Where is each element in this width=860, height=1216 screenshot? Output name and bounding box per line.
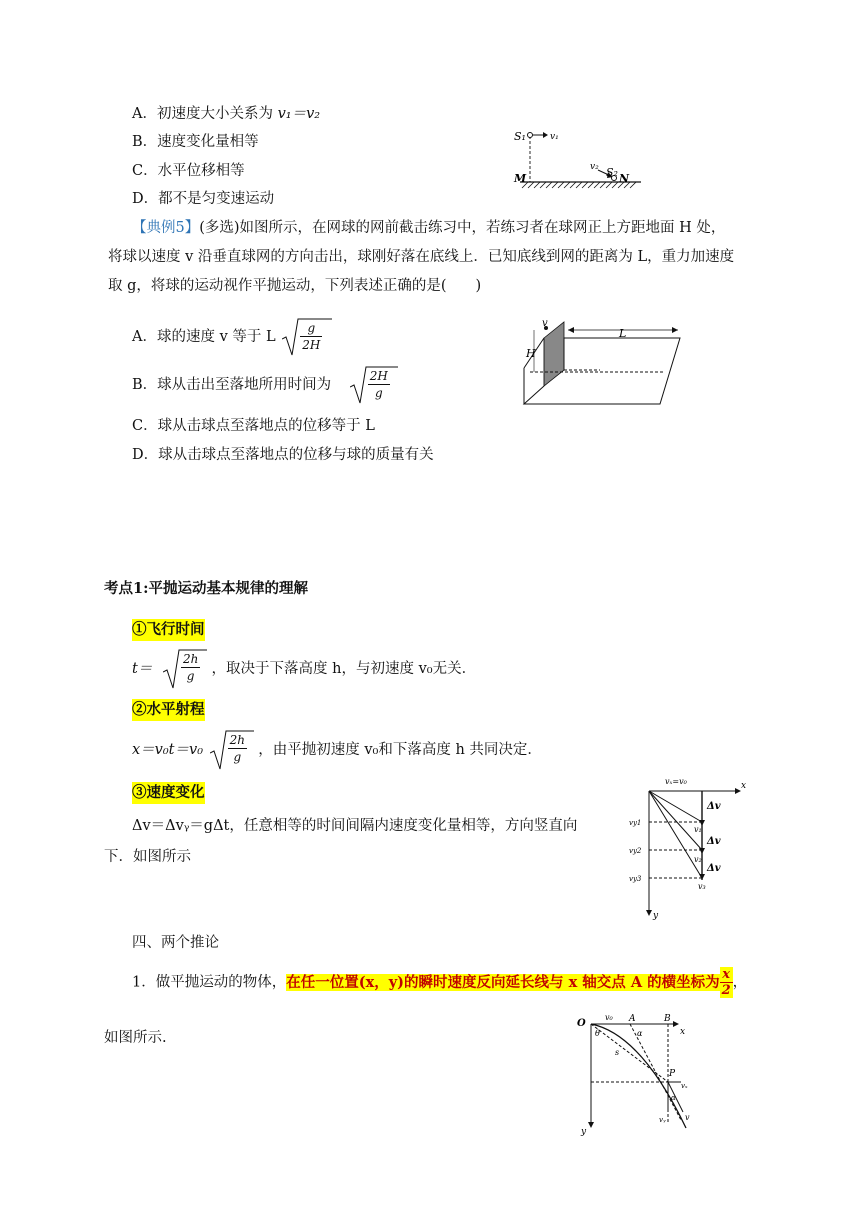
label-theta: θ (595, 1029, 600, 1038)
label-vy3: vy3 (629, 875, 642, 883)
label-n: N (619, 172, 630, 185)
figure-projectile-corollary (571, 1010, 711, 1136)
label-vy: vᵧ (659, 1116, 666, 1124)
example5-option-b: B．球从击出至落地所用时间为 $\frac{2H}{g}$ (132, 365, 398, 405)
corollary-1: 1．做平抛运动的物体，在任一位置(x，y)的瞬时速度反向延长线与 x 轴交点 A 的横坐标为 $\frac{x}{2}$ ， (132, 967, 748, 998)
example5-option-d: D．球从击球点至落地点的位移与球的质量有关 (132, 447, 434, 463)
heading-flight-time: ①飞行时间 (132, 619, 205, 641)
label-s: s (615, 1048, 620, 1057)
label-y: y (653, 911, 659, 920)
label-v: v (685, 1113, 690, 1122)
option-a-expr: v₁＝v₂ (277, 106, 321, 122)
label-vx: vₓ (681, 1082, 688, 1090)
label-vy2: vy2 (629, 847, 642, 855)
label-x: x (741, 781, 747, 791)
option-c: C．水平位移相等 (132, 163, 245, 179)
label-x: x (680, 1027, 686, 1037)
velocity-change-line1: Δv＝Δvᵧ＝gΔt，任意相等的时间间隔内速度变化量相等，方向竖直向 (132, 818, 578, 834)
label-l: L (619, 327, 627, 340)
option-b: B．速度变化量相等 (132, 134, 259, 150)
label-y: y (581, 1127, 587, 1136)
label-alpha-2: α (671, 1094, 676, 1102)
velocity-change-line2: 下．如图所示 (104, 849, 191, 865)
label-v2: v₂ (694, 855, 702, 864)
label-a: A (629, 1014, 636, 1024)
example5-line1: 【典例5】(多选)如图所示，在网球的网前截击练习中，若练习者在球网正上方距地面 H 处， (132, 220, 726, 236)
label-p: P (669, 1069, 676, 1079)
option-d: D．都不是匀变速运动 (132, 191, 275, 207)
formula-horizontal-range: x＝v₀t＝v₀ $\frac{2h}{g}$ ，由平抛初速度 v₀和下落高度 h 共同决定． (132, 729, 542, 771)
corollary-1-fraction: $\frac{x}{2}$ (721, 967, 731, 998)
section-title-two-corollaries: 四、两个推论 (132, 935, 219, 951)
formula-flight-time: t＝ $\frac{2h}{g}$ ，取决于下落高度 h，与初速度 v₀无关． (132, 648, 476, 690)
label-o: O (577, 1018, 586, 1029)
corollary-1-highlight: 在任一位置(x，y)的瞬时速度反向延长线与 x 轴交点 A 的横坐标为 (286, 973, 720, 991)
label-v: v (542, 318, 548, 329)
figure-two-balls (508, 122, 653, 192)
label-s2: S₂ (606, 166, 618, 179)
figure-velocity-change (625, 772, 750, 920)
label-v2: v₂ (590, 162, 599, 172)
label-v3: v₃ (698, 882, 706, 891)
example5-tag: 【典例5】 (132, 220, 200, 236)
label-v0: v₀ (605, 1013, 613, 1022)
label-vx-v0: vₓ=v₀ (665, 777, 687, 786)
label-h: H (526, 347, 536, 360)
label-alpha: α (637, 1029, 643, 1038)
label-v1: v₁ (694, 825, 702, 834)
figure-tennis-net (520, 318, 685, 408)
label-s1: S₁ (514, 130, 526, 143)
example5-option-c: C．球从击球点至落地点的位移等于 L (132, 418, 375, 434)
section-title-keypoint1: 考点1:平抛运动基本规律的理解 (104, 580, 308, 597)
label-b: B (664, 1014, 671, 1024)
example5-option-a: A．球的速度 v 等于 L $\frac{g}{2H}$ (132, 317, 332, 357)
example5-line2: 将球以速度 v 沿垂直球网的方向击出，球刚好落在底线上．已知底线到网的距离为 L，重力加速度 (108, 249, 735, 265)
example5-line3: 取 g，将球的运动视作平抛运动，下列表述正确的是( ) (108, 278, 482, 294)
heading-horizontal-range: ②水平射程 (132, 699, 205, 721)
corollary-1-see-figure: 如图所示. (104, 1030, 167, 1046)
option-a: A．初速度大小关系为 v₁＝v₂ (132, 106, 321, 122)
label-m: M (514, 172, 527, 185)
heading-velocity-change: ③速度变化 (132, 782, 205, 804)
label-v1: v₁ (550, 132, 559, 142)
label-vy1: vy1 (629, 819, 642, 827)
label-dv-1: Δv (707, 801, 721, 812)
label-dv-3: Δv (707, 863, 721, 874)
label-dv-2: Δv (707, 836, 721, 847)
